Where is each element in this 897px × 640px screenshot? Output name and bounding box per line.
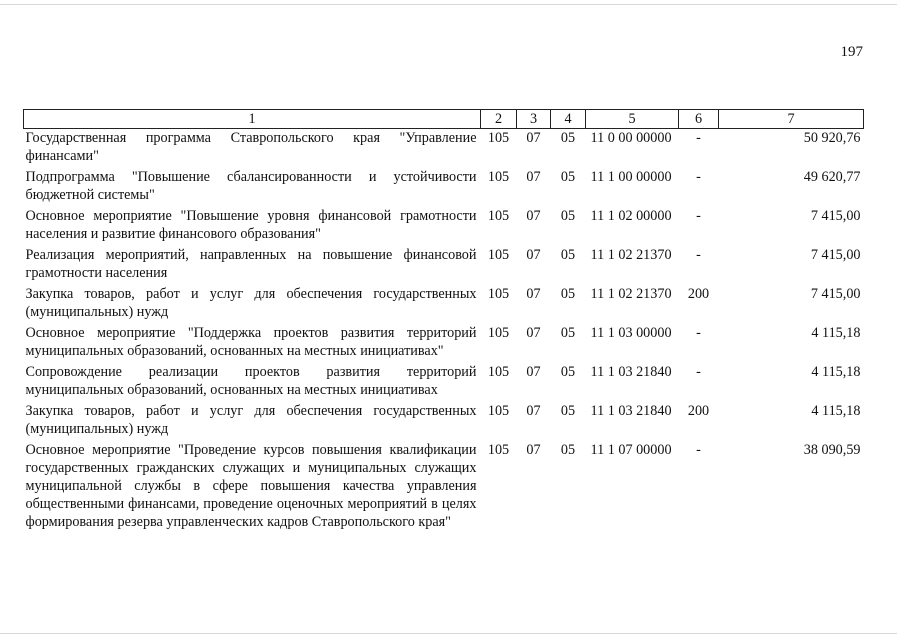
row-col-4: 05 <box>560 208 576 224</box>
scan-edge-bottom <box>0 633 897 634</box>
row-col-4: 05 <box>560 364 576 380</box>
row-col-2: 105 <box>487 130 510 146</box>
header-row <box>24 110 864 129</box>
row-name: Основное мероприятие "Повышение уровня финансовой грамотности населения и развитие финансового образования" <box>25 208 477 242</box>
table-row <box>24 363 864 402</box>
row-col-3: 07 <box>526 442 541 458</box>
row-col-2: 105 <box>487 247 510 263</box>
row-col-7: 4 115,18 <box>811 325 861 341</box>
row-col-7: 38 090,59 <box>803 442 861 458</box>
row-col-3: 07 <box>526 364 541 380</box>
header-col-6: 6 <box>679 110 719 129</box>
header-col-1: 1 <box>24 110 481 129</box>
table-row <box>24 324 864 363</box>
row-col-4: 05 <box>560 442 576 458</box>
table-row <box>24 168 864 207</box>
row-col-6: - <box>696 247 701 263</box>
table-row <box>24 285 864 324</box>
row-col-6: 200 <box>687 286 710 302</box>
row-col-2: 105 <box>487 403 510 419</box>
row-col-2: 105 <box>487 208 510 224</box>
row-col-3: 07 <box>526 286 541 302</box>
row-name: Основное мероприятие "Проведение курсов повышения квалификации государственных гражданских служащих и муниципальных служащих муниципальной службы в сфере повышения качества управления общественными финансами, проведение оценочных мероприятий в целях формирования резерва управленческих кадров Ставропольского края" <box>25 442 477 530</box>
row-col-5: 11 1 00 00000 <box>590 169 672 185</box>
row-col-3: 07 <box>526 169 541 185</box>
row-col-5: 11 1 02 00000 <box>590 208 672 224</box>
row-col-5: 11 1 03 21840 <box>590 403 672 419</box>
row-col-6: - <box>696 442 701 458</box>
row-col-7: 4 115,18 <box>811 364 861 380</box>
page-number: 197 <box>840 44 863 60</box>
row-col-5: 11 1 03 00000 <box>590 325 672 341</box>
row-col-5: 11 1 03 21840 <box>590 364 672 380</box>
row-col-4: 05 <box>560 169 576 185</box>
row-col-4: 05 <box>560 325 576 341</box>
header-col-4: 4 <box>551 110 586 129</box>
row-col-2: 105 <box>487 325 510 341</box>
table-row <box>24 402 864 441</box>
row-col-4: 05 <box>560 286 576 302</box>
budget-table <box>23 109 864 534</box>
row-name: Подпрограмма "Повышение сбалансированности и устойчивости бюджетной системы" <box>25 169 477 203</box>
header-col-3: 3 <box>517 110 551 129</box>
row-col-7: 7 415,00 <box>810 286 861 302</box>
table-row <box>24 207 864 246</box>
row-name: Реализация мероприятий, направленных на повышение финансовой грамотности населения <box>25 247 477 281</box>
header-col-2: 2 <box>481 110 517 129</box>
table-body <box>24 129 864 535</box>
row-col-7: 7 415,00 <box>810 208 861 224</box>
row-col-5: 11 1 02 21370 <box>590 286 672 302</box>
row-col-5: 11 1 02 21370 <box>590 247 672 263</box>
row-col-7: 49 620,77 <box>803 169 861 185</box>
row-col-2: 105 <box>487 169 510 185</box>
row-col-6: - <box>696 364 701 380</box>
row-col-6: - <box>696 169 701 185</box>
row-col-7: 7 415,00 <box>810 247 861 263</box>
row-col-2: 105 <box>487 364 510 380</box>
row-col-2: 105 <box>487 442 510 458</box>
row-col-5: 11 1 07 00000 <box>590 442 672 458</box>
row-name: Сопровождение реализации проектов развития территорий муниципальных образований, основанных на местных инициативах <box>25 364 477 398</box>
row-name: Государственная программа Ставропольского края "Управление финансами" <box>25 130 477 164</box>
row-col-3: 07 <box>526 403 541 419</box>
row-col-2: 105 <box>487 286 510 302</box>
row-col-3: 07 <box>526 130 541 146</box>
row-name: Основное мероприятие "Поддержка проектов развития территорий муниципальных образований, основанных на местных инициативах" <box>25 325 477 359</box>
table-row <box>24 246 864 285</box>
table-row <box>24 441 864 534</box>
row-col-7: 50 920,76 <box>803 130 861 146</box>
row-col-4: 05 <box>560 130 576 146</box>
header-col-7: 7 <box>719 110 864 129</box>
row-col-3: 07 <box>526 208 541 224</box>
row-col-3: 07 <box>526 247 541 263</box>
row-col-4: 05 <box>560 403 576 419</box>
row-col-6: - <box>696 130 701 146</box>
row-col-6: - <box>696 325 701 341</box>
row-name: Закупка товаров, работ и услуг для обеспечения государственных (муниципальных) нужд <box>25 286 477 320</box>
row-col-4: 05 <box>560 247 576 263</box>
row-col-3: 07 <box>526 325 541 341</box>
table-row <box>24 129 864 169</box>
scan-edge-top <box>0 4 897 5</box>
row-col-6: 200 <box>687 403 710 419</box>
header-col-5: 5 <box>586 110 679 129</box>
row-col-5: 11 0 00 00000 <box>590 130 672 146</box>
table-header <box>24 110 864 129</box>
row-col-6: - <box>696 208 701 224</box>
row-col-7: 4 115,18 <box>811 403 861 419</box>
row-name: Закупка товаров, работ и услуг для обеспечения государственных (муниципальных) нужд <box>25 403 477 437</box>
